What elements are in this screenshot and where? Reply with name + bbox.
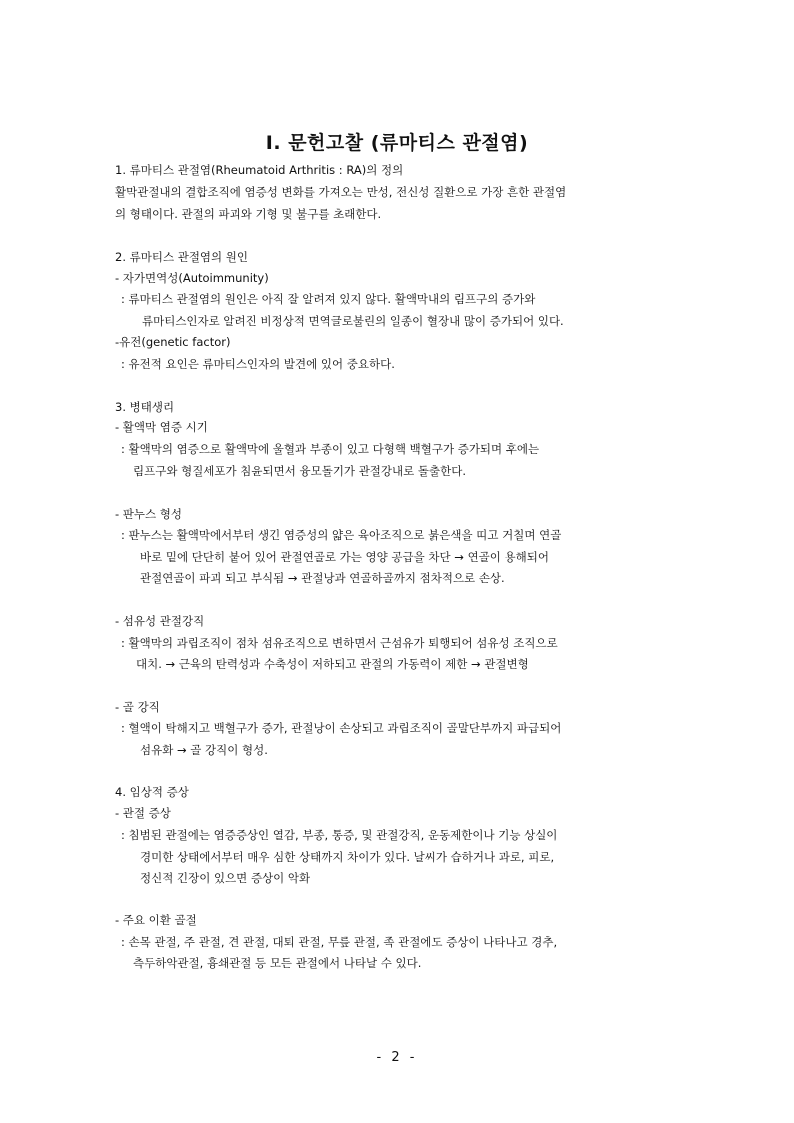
body-text-line: 측두하악관절, 흉쇄관절 등 모든 관절에서 나타날 수 있다. bbox=[133, 956, 422, 970]
body-text-line: : 활액막의 염증으로 활액막에 울혈과 부종이 있고 다형핵 백혈구가 증가되며 후에는 bbox=[121, 442, 540, 456]
sub-heading-autoimmunity: - 자가면역성(Autoimmunity) bbox=[115, 271, 269, 285]
body-text-line: : 혈액이 탁해지고 백혈구가 증가, 관절낭이 손상되고 과립조직이 골말단부까지 파급되어 bbox=[121, 721, 562, 735]
body-text-line: : 활액막의 과립조직이 점차 섬유조직으로 변하면서 근섬유가 퇴행되어 섬유성 조직으로 bbox=[121, 636, 558, 650]
sub-heading-fibrous-ankylosis: - 섬유성 관절강직 bbox=[115, 614, 205, 628]
section-heading-cause: 2. 류마티스 관절염의 원인 bbox=[115, 250, 249, 264]
page-title: Ⅰ. 문헌고찰 (류마티스 관절염) bbox=[265, 132, 529, 154]
body-text-line: 관절연골이 파괴 되고 부식됨 → 관절낭과 연골하골까지 점차적으로 손상. bbox=[140, 571, 505, 585]
body-text-line: 섬유화 → 골 강직이 형성. bbox=[140, 743, 268, 757]
body-text-line: : 류마티스 관절염의 원인은 아직 잘 알려져 있지 않다. 활액막내의 림프구의 증가와 bbox=[121, 292, 536, 306]
body-text-line: : 판누스는 활액막에서부터 생긴 염증성의 얇은 육아조직으로 붉은색을 띠고 거칠며 연골 bbox=[121, 528, 562, 542]
body-text-line: : 침범된 관절에는 염증증상인 열감, 부종, 통증, 및 관절강직, 운동제한이나 기능 상실이 bbox=[121, 828, 558, 842]
sub-heading-affected-joints: - 주요 이환 골절 bbox=[115, 913, 197, 927]
sub-heading-joint-symptoms: - 관절 증상 bbox=[115, 806, 171, 820]
body-text-line: 의 형태이다. 관절의 파괴와 기형 및 불구를 초래한다. bbox=[115, 207, 382, 221]
body-text-line: 바로 밑에 단단히 붙어 있어 관절연골로 가는 영양 공급을 차단 → 연골이 용해되어 bbox=[140, 550, 549, 564]
section-heading-definition: 1. 류마티스 관절염(Rheumatoid Arthritis : RA)의 정의 bbox=[115, 163, 404, 177]
body-text-line: : 손목 관절, 주 관절, 견 관절, 대퇴 관절, 무릎 관절, 족 관절에도 증상이 나타나고 경추, bbox=[121, 935, 558, 949]
section-heading-symptoms: 4. 임상적 증상 bbox=[115, 785, 189, 799]
sub-heading-pannus: - 판누스 형성 bbox=[115, 507, 183, 521]
body-text-line: 정신적 긴장이 있으면 증상이 악화 bbox=[140, 871, 311, 885]
sub-heading-genetic: -유전(genetic factor) bbox=[115, 335, 231, 349]
page-number: - 2 - bbox=[376, 1050, 418, 1065]
body-text-line: 활막관절내의 결합조직에 염증성 변화를 가져오는 만성, 전신성 질환으로 가장 흔한 관절염 bbox=[115, 185, 567, 199]
body-text-line: : 유전적 요인은 류마티스인자의 발견에 있어 중요하다. bbox=[121, 357, 395, 371]
section-heading-pathophysiology: 3. 병태생리 bbox=[115, 400, 175, 414]
sub-heading-bony-ankylosis: - 골 강직 bbox=[115, 700, 160, 714]
body-text-line: 림프구와 형질세포가 침윤되면서 융모돌기가 관절강내로 돌출한다. bbox=[133, 464, 466, 478]
body-text-line: 경미한 상태에서부터 매우 심한 상태까지 차이가 있다. 날씨가 습하거나 과로, 피로, bbox=[140, 850, 555, 864]
body-text-line: 류마티스인자로 알려진 비정상적 면역글로불린의 일종이 혈장내 많이 증가되어 있다. bbox=[142, 314, 564, 328]
body-text-line: 대치. → 근육의 탄력성과 수축성이 저하되고 관절의 가동력이 제한 → 관절변형 bbox=[136, 657, 529, 671]
sub-heading-synovitis: - 활액막 염증 시기 bbox=[115, 420, 208, 434]
